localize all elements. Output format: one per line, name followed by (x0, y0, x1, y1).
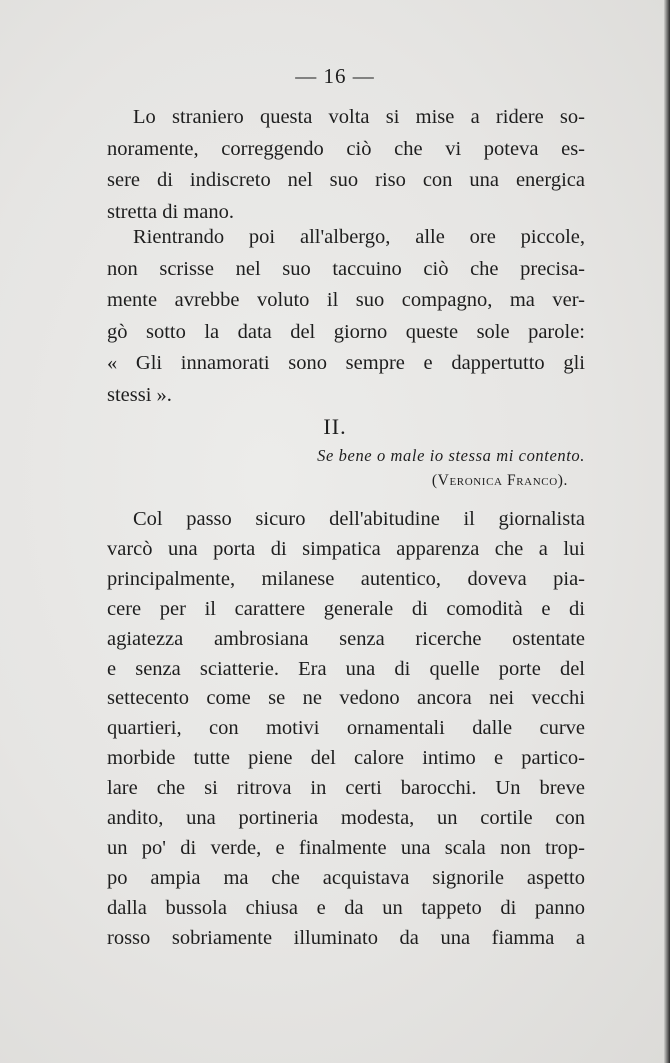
text-line: sere di indiscreto nel suo riso con una energica (107, 169, 585, 192)
text-line: lare che si ritrova in certi barocchi. Un breve (107, 777, 585, 800)
text-line: dalla bussola chiusa e da un tappeto di panno (107, 896, 585, 919)
text-line: rosso sobriamente illuminato da una fiamma a (107, 926, 585, 949)
text-line: andito, una portineria modesta, un cortile con (107, 807, 585, 830)
text-line: cere per il carattere generale di comodità e di (107, 597, 585, 620)
text-line: settecento come se ne vedono ancora nei vecchi (107, 687, 585, 710)
text-line: varcò una porta di simpatica apparenza che a lui (107, 537, 585, 560)
text-line: po ampia ma che acquistava signorile aspetto (107, 866, 585, 889)
epigraph-source: (Veronica Franco). (431, 472, 568, 489)
text-line: Rientrando poi all'albergo, alle ore piccole, (133, 226, 585, 248)
page-edge-shadow (664, 0, 670, 1063)
chapter-heading: II. (323, 414, 347, 439)
text-line: gò sotto la data del giorno queste sole parole: (107, 320, 585, 343)
paragraph-2-text (107, 222, 585, 412)
text-line: mente avrebbe voluto il suo compagno, ma ver- (107, 289, 585, 312)
text-line: stessi ». (107, 383, 172, 406)
epigraph: Se bene o male io stessa mi contento. (317, 446, 585, 465)
text-line: stretta di mano. (107, 200, 234, 223)
text-line: Col passo sicuro dell'abitudine il giornalista (133, 508, 585, 530)
paragraph-1-text (107, 102, 585, 228)
text-line: agiatezza ambrosiana senza ricerche ostentate (107, 627, 585, 650)
paragraph-3 (107, 505, 585, 954)
text-line: noramente, correggendo ciò che vi poteva es- (107, 137, 585, 160)
text-line: e senza sciatterie. Era una di quelle porte del (107, 657, 585, 680)
text-line: non scrisse nel suo taccuino ciò che precisa- (107, 257, 585, 280)
page-number: — 16 — (295, 64, 375, 88)
text-line: quartieri, con motivi ornamentali dalle curve (107, 717, 585, 740)
text-line: Lo straniero questa volta si mise a ridere so- (133, 106, 585, 128)
text-line: « Gli innamorati sono sempre e dappertutto gli (107, 352, 585, 375)
paragraph-1 (107, 102, 585, 228)
text-line: un po' di verde, e finalmente una scala non trop- (107, 836, 585, 859)
text-line: morbide tutte piene del calore intimo e partico- (107, 747, 585, 770)
text-line: principalmente, milanese autentico, doveva pia- (107, 567, 585, 590)
paragraph-3-text (107, 505, 585, 954)
paragraph-2 (107, 222, 585, 412)
